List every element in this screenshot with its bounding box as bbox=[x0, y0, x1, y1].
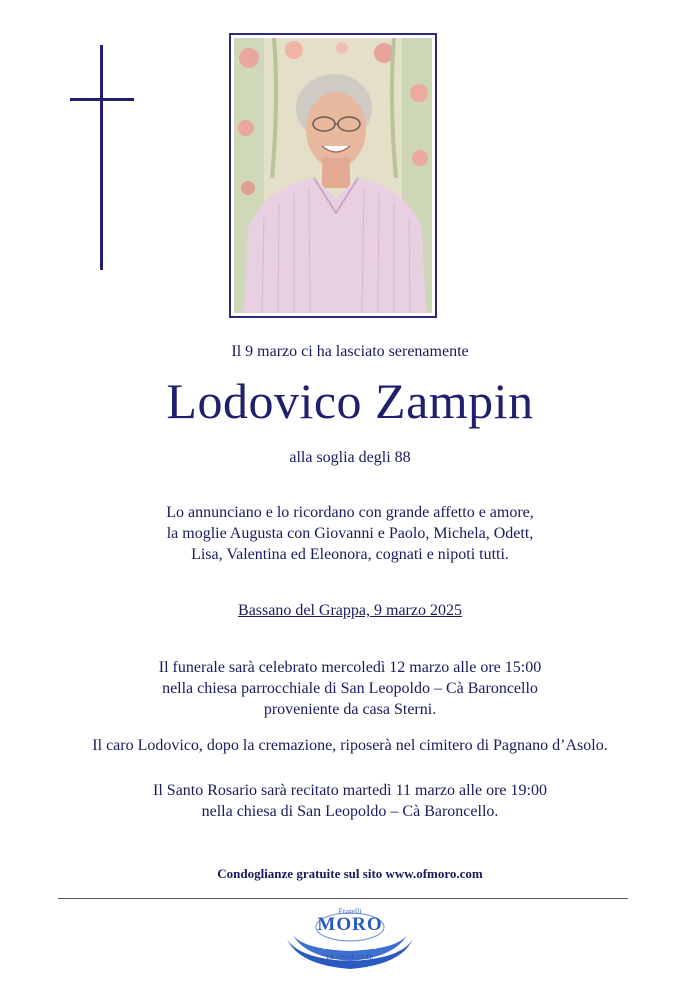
announcement-line: la moglie Augusta con Giovanni e Paolo, Michela, Odett, bbox=[166, 525, 534, 542]
logo-brand-text: MORO bbox=[317, 914, 383, 935]
funeral-block bbox=[0, 657, 700, 720]
portrait-photo bbox=[234, 38, 432, 313]
deceased-name: Lodovico Zampin bbox=[166, 373, 534, 429]
funeral-line: proveniente da casa Sterni. bbox=[263, 701, 437, 718]
place-date-block bbox=[0, 602, 700, 620]
funeral-line: nella chiesa parrocchiale di San Leopoldo – Cà Baroncello bbox=[162, 680, 538, 697]
cross-icon bbox=[70, 45, 134, 270]
announcement-line: Lisa, Valentina ed Eleonora, cognati e nipoti tutti. bbox=[191, 546, 509, 563]
divider bbox=[58, 898, 628, 899]
announcement-block bbox=[0, 502, 700, 565]
rosary-line: Il Santo Rosario sarà recitato martedì 11 marzo alle ore 19:00 bbox=[153, 782, 547, 799]
portrait-photo-frame bbox=[229, 33, 437, 318]
rosary-line: nella chiesa di San Leopoldo – Cà Baroncello. bbox=[201, 803, 499, 820]
funeral-line: Il funerale sarà celebrato mercoledì 12 marzo alle ore 15:00 bbox=[158, 659, 542, 676]
portrait-illustration bbox=[234, 38, 432, 313]
condolences-link[interactable]: Condoglianze gratuite sul sito www.ofmoro.com bbox=[217, 866, 483, 881]
rosary-block bbox=[0, 780, 700, 822]
announcement-line: Lo annunciano e lo ricordano con grande affetto e amore, bbox=[166, 504, 534, 521]
intro-text: Il 9 marzo ci ha lasciato serenamente bbox=[231, 343, 469, 360]
rest-text: Il caro Lodovico, dopo la cremazione, riposerà nel cimitero di Pagnano d’Asolo. bbox=[92, 737, 608, 754]
logo-bottom-text: LE ONORANZE bbox=[326, 955, 374, 961]
moro-logo bbox=[285, 905, 415, 980]
place-date: Bassano del Grappa, 9 marzo 2025 bbox=[238, 602, 462, 619]
age-text: alla soglia degli 88 bbox=[289, 449, 411, 466]
logo-small-text: Fratelli bbox=[338, 907, 362, 916]
